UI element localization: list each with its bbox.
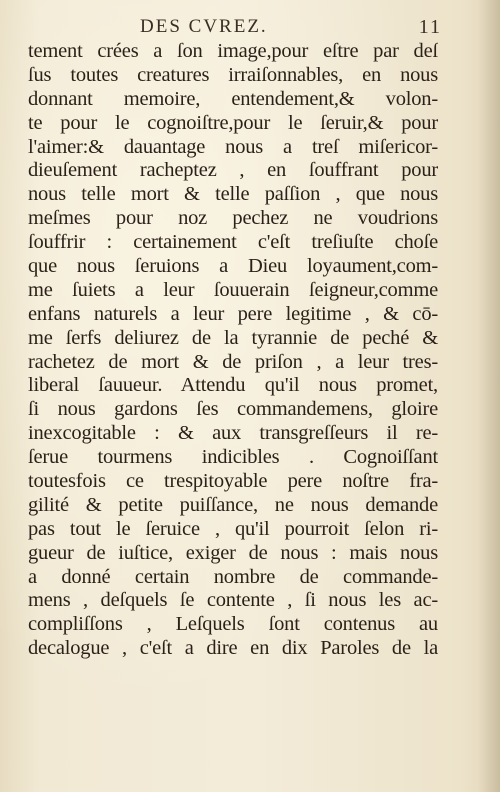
text-line: meſmes pour noz pechez ne voudrions	[28, 207, 438, 230]
running-head	[140, 16, 442, 38]
text-line: l'aimer:& dauantage nous a treſ miſericor-	[28, 135, 438, 158]
text-line: decalogue , c'eſt a dire en dix Paroles de la	[28, 637, 438, 660]
text-line: a donné certain nombre de commande-	[28, 565, 438, 588]
text-line: te pour le cognoiſtre,pour le ſeruir,& pour	[28, 111, 438, 134]
text-line: que nous ſeruions a Dieu loyaument,com-	[28, 255, 438, 278]
text-line: dieuſement racheptez , en ſouffrant pour	[28, 159, 438, 182]
text-line: tement crées a ſon image,pour eſtre par deſ	[28, 40, 438, 62]
text-line: ſus toutes creatures irraiſonnables, en nous	[28, 63, 438, 86]
text-line: gueur de iuſtice, exiger de nous : mais nous	[28, 541, 438, 564]
text-line: ſouffrir : certainement c'eſt treſiuſte choſe	[28, 231, 438, 254]
text-line: me ſuiets a leur ſouuerain ſeigneur,comme	[28, 278, 438, 301]
page-edge-shadow	[478, 0, 500, 792]
text-line: mens , deſquels ſe contente , ſi nous les ac-	[28, 589, 438, 612]
text-line: ſi nous gardons ſes commandemens, gloire	[28, 398, 438, 421]
text-line: enfans naturels a leur pere legitime , & cō-	[28, 302, 438, 325]
running-title: DES CVREZ.	[140, 16, 268, 37]
text-line: ſerue tourmens indicibles . Cognoiſſant	[28, 446, 438, 469]
text-line: liberal ſauueur. Attendu qu'il nous promet,	[28, 374, 438, 397]
text-line: nous telle mort & telle paſſion , que nous	[28, 183, 438, 206]
text-line: compliſſons , Leſquels ſont contenus au	[28, 613, 438, 636]
text-line: gilité & petite puiſſance, ne nous demande	[28, 493, 438, 516]
text-line: me ſerfs deliurez de la tyrannie de peché &	[28, 326, 438, 349]
text-line: donnant memoire, entendement,& volon-	[28, 87, 438, 110]
text-line: pas tout le ſeruice , qu'il pourroit ſelon ri-	[28, 517, 438, 540]
text-line: inexcogitable : & aux transgreſſeurs il re-	[28, 422, 438, 445]
text-line: toutesfois ce trespitoyable pere noſtre fra-	[28, 470, 438, 493]
body-text	[28, 40, 438, 661]
page-number: 11	[418, 16, 442, 38]
text-line: rachetez de mort & de priſon , a leur tres-	[28, 350, 438, 373]
